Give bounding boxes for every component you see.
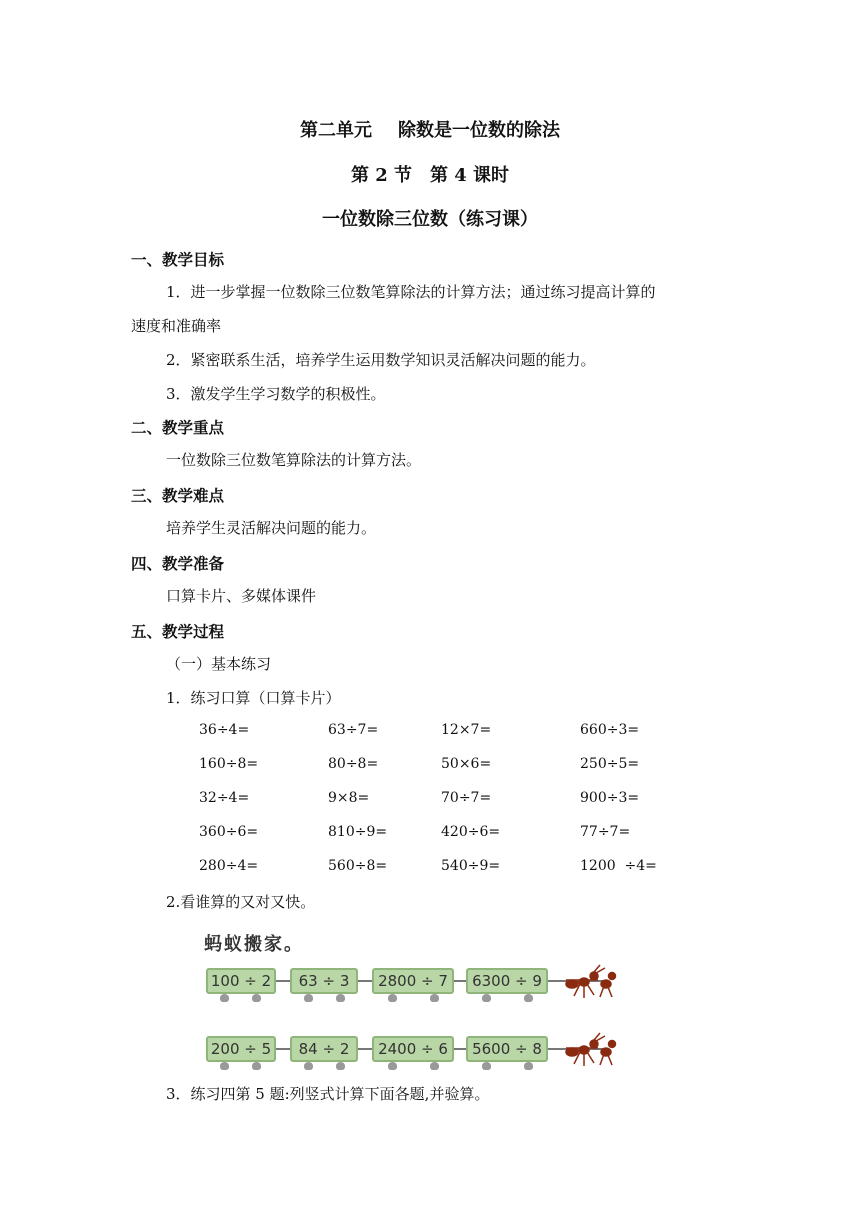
difficulties-heading: 三、教学难点 xyxy=(131,486,225,505)
wheel xyxy=(220,1062,229,1070)
oral-calc-item: 70÷7= xyxy=(441,790,492,806)
goal-1-line-2: 速度和准确率 xyxy=(131,317,222,335)
oral-calc-item: 63÷7= xyxy=(328,722,379,738)
oral-calc-item: 810÷9= xyxy=(328,824,388,840)
oral-calc-item: 420÷6= xyxy=(441,824,501,840)
unit-label: 第二单元 xyxy=(300,120,372,141)
wheel xyxy=(482,1062,491,1070)
oral-calc-item: 250÷5= xyxy=(580,756,640,772)
oral-calc-item: 36÷4= xyxy=(199,722,250,738)
ant-moving-figure xyxy=(196,928,626,1068)
oral-calc-item: 540÷9= xyxy=(441,858,501,874)
train-car: 100 ÷ 2 xyxy=(206,968,276,994)
preparation-text: 口算卡片、多媒体课件 xyxy=(166,587,317,605)
train-car: 63 ÷ 3 xyxy=(290,968,358,994)
oral-calc-row xyxy=(0,790,860,810)
oral-calc-item: 560÷8= xyxy=(328,858,388,874)
oral-calc-row xyxy=(0,824,860,844)
ant-icon xyxy=(558,1030,618,1070)
figure-title: 蚂蚁搬家。 xyxy=(204,934,304,955)
lesson-title: 一位数除三位数（练习课） xyxy=(322,209,538,230)
oral-calc-item: 9×8= xyxy=(328,790,370,806)
wheel xyxy=(336,994,345,1002)
oral-calc-item: 900÷3= xyxy=(580,790,640,806)
unit-title xyxy=(0,116,860,142)
wheel xyxy=(388,1062,397,1070)
difficulties-text: 培养学生灵活解决问题的能力。 xyxy=(166,519,377,537)
section-title: 第 2 节 第 4 课时 xyxy=(350,165,510,186)
oral-calc-item: 32÷4= xyxy=(199,790,250,806)
ant-train-2 xyxy=(206,1036,626,1072)
train-car: 200 ÷ 5 xyxy=(206,1036,276,1062)
oral-calc-item: 50×6= xyxy=(441,756,492,772)
oral-calc-item: 1200 ÷4= xyxy=(580,858,657,874)
unit-name: 除数是一位数的除法 xyxy=(398,120,560,141)
train-car: 5600 ÷ 8 xyxy=(466,1036,548,1062)
wheel xyxy=(430,1062,439,1070)
key-points-text: 一位数除三位数笔算除法的计算方法。 xyxy=(166,451,422,469)
train-car: 84 ÷ 2 xyxy=(290,1036,358,1062)
oral-calc-item: 80÷8= xyxy=(328,756,379,772)
oral-calc-item: 160÷8= xyxy=(199,756,259,772)
ant-train-1 xyxy=(206,968,626,1004)
process-step-1: 1．练习口算（口算卡片） xyxy=(166,689,341,707)
oral-calc-row xyxy=(0,858,860,878)
oral-calc-item: 360÷6= xyxy=(199,824,259,840)
wheel xyxy=(524,1062,533,1070)
wheel xyxy=(304,994,313,1002)
train-car: 2800 ÷ 7 xyxy=(372,968,454,994)
oral-calc-item: 660÷3= xyxy=(580,722,640,738)
preparation-heading: 四、教学准备 xyxy=(131,554,225,573)
wheel xyxy=(336,1062,345,1070)
goal-3: 3．激发学生学习数学的积极性。 xyxy=(166,385,386,403)
train-car: 2400 ÷ 6 xyxy=(372,1036,454,1062)
key-points-heading: 二、教学重点 xyxy=(131,418,225,437)
oral-calc-item: 77÷7= xyxy=(580,824,631,840)
process-part-1: （一）基本练习 xyxy=(166,655,272,673)
process-heading: 五、教学过程 xyxy=(131,622,225,641)
process-step-2: 2.看谁算的又对又快。 xyxy=(166,893,316,911)
oral-calc-row xyxy=(0,722,860,742)
goal-1-line-1: 1．进一步掌握一位数除三位数笔算除法的计算方法；通过练习提高计算的 xyxy=(166,283,656,301)
oral-calc-item: 280÷4= xyxy=(199,858,259,874)
wheel xyxy=(304,1062,313,1070)
wheel xyxy=(524,994,533,1002)
ant-icon xyxy=(558,962,618,1002)
oral-calc-item: 12×7= xyxy=(441,722,492,738)
process-step-3: 3．练习四第 5 题:列竖式计算下面各题,并验算。 xyxy=(166,1085,490,1103)
oral-calc-row xyxy=(0,756,860,776)
wheel xyxy=(482,994,491,1002)
wheel xyxy=(220,994,229,1002)
train-car: 6300 ÷ 9 xyxy=(466,968,548,994)
wheel xyxy=(252,1062,261,1070)
wheel xyxy=(430,994,439,1002)
goal-2: 2．紧密联系生活，培养学生运用数学知识灵活解决问题的能力。 xyxy=(166,351,596,369)
goals-heading: 一、教学目标 xyxy=(131,250,225,269)
wheel xyxy=(252,994,261,1002)
wheel xyxy=(388,994,397,1002)
